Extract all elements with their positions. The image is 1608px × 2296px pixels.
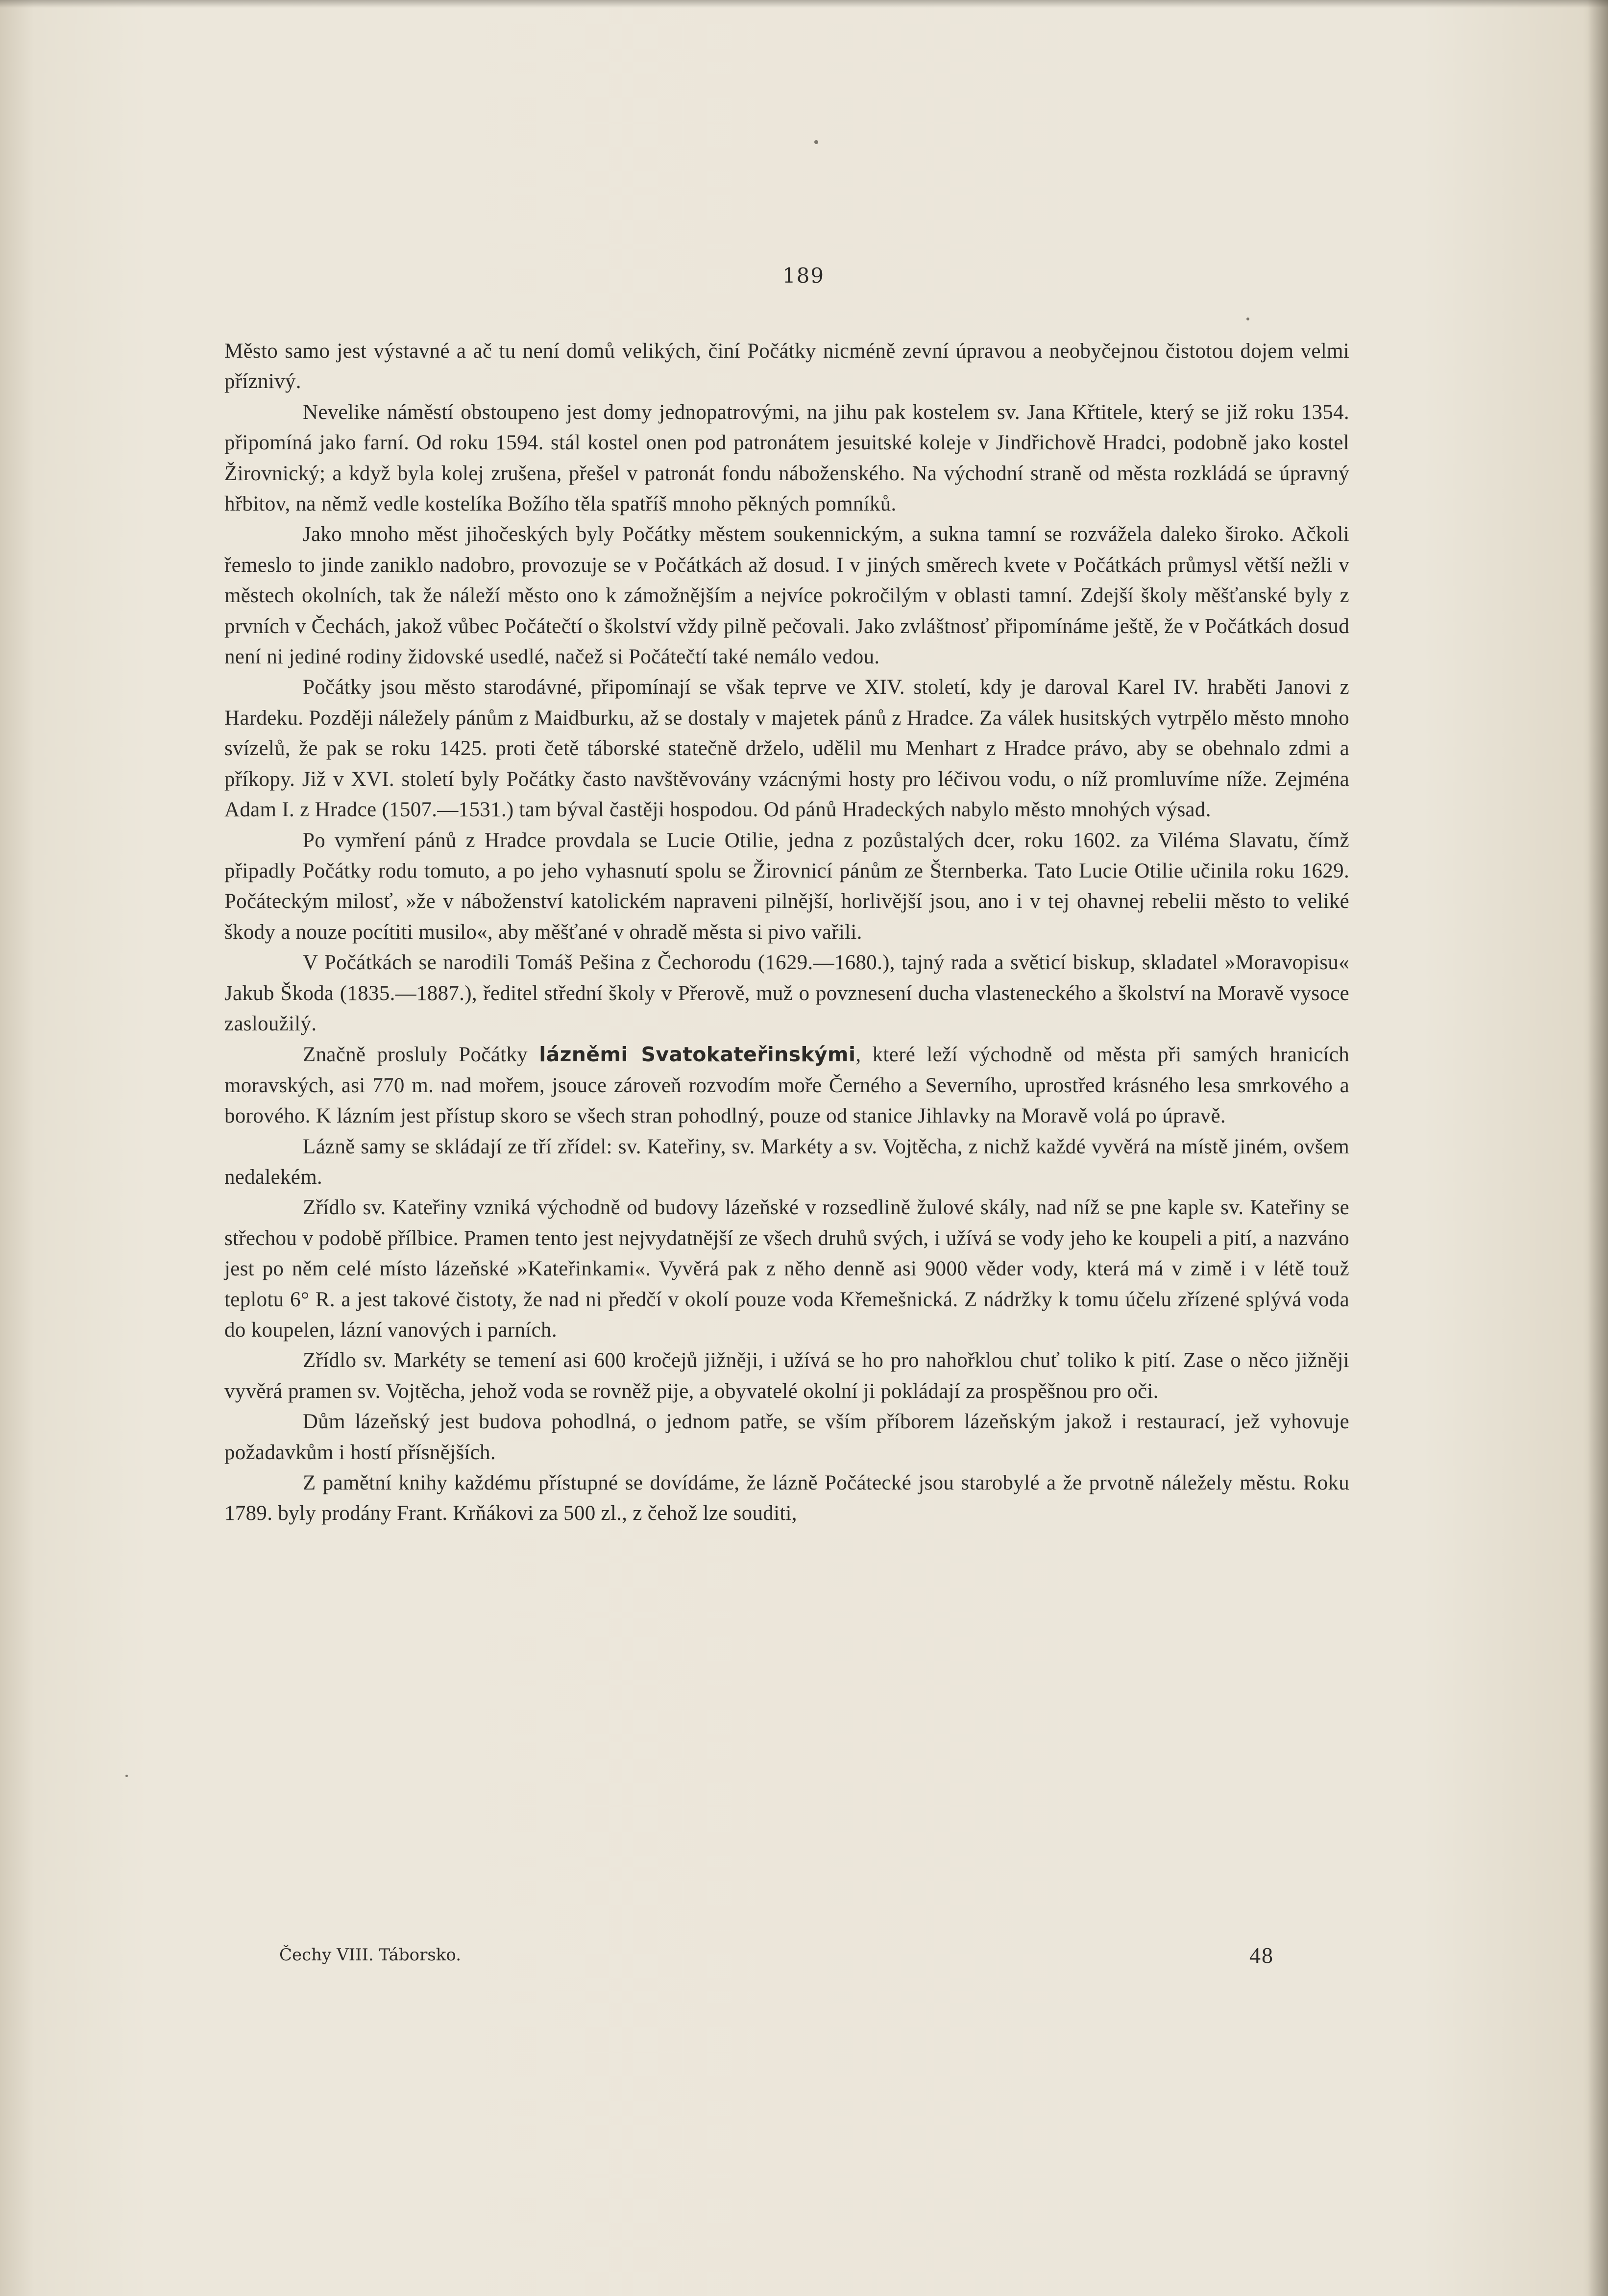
paragraph: Dům lázeňský jest budova pohodlná, o jednom patře, se vším příborem lázeňským jakož i restaurací, jež vyhovuje požadavkům i hostí přísnějších. <box>224 1410 1349 1464</box>
page-footer <box>279 1945 1274 1975</box>
spa-text-after: , které leží východně od města při samých hranicích moravských, asi 770 m. nad mořem, jsouce zároveň rozvodím moře Černého a Severního, uprostřed krásného lesa smrkového a borového. K lázním jest přístup skoro se všech stran pohodlný, pouze od stanice Jihlavky na Moravě volá po úpravě. <box>224 1043 1350 1128</box>
article-body <box>224 336 1349 1529</box>
binding-shadow <box>1587 0 1608 2296</box>
paper-speck <box>125 1775 128 1777</box>
paragraph: V Počátkách se narodili Tomáš Pešina z Čechorodu (1629.—1680.), tajný rada a světicí biskup, skladatel »Moravopisu« Jakub Škoda (1835.—1887.), ředitel střední školy v Přerově, muž o povznesení ducha vlasteneckého a školství na Moravě vysoce zasloužilý. <box>224 951 1349 1035</box>
paper-speck <box>1246 318 1249 320</box>
page-top-edge <box>0 0 1608 8</box>
paragraph: Jako mnoho měst jihočeských byly Počátky městem soukennickým, a sukna tamní se rozvážela daleko široko. Ačkoli řemeslo to jinde zaniklo nadobro, provozuje se v Počátkách až dosud. I v jiných směrech kvete v Počátkách průmysl větší nežli v městech okolních, tak že náleží město ono k zámožnějším a nejvíce pokročilým v oblasti tamní. Zdejší školy měšťanské byly z prvních v Čechách, jakož vůbec Počátečtí o školství vždy pilně pečovali. Jako zvláštnosť připomínáme ještě, že v Počátkách dosud není ni jediné rodiny židovské usedlé, načež si Počátečtí také nemálo vedou. <box>224 523 1349 669</box>
paper-speck <box>814 140 818 144</box>
signature-mark: Čechy VIII. Táborsko. <box>279 1945 462 1965</box>
sheet-number: 48 <box>1249 1943 1274 1968</box>
paragraph: Po vymření pánů z Hradce provdala se Lucie Otilie, jedna z pozůstalých dcer, roku 1602. za Viléma Slavatu, čímž připadly Počátky rodu tomuto, a po jeho vyhasnutí spolu se Žirovnicí pánům ze Šternberka. Tato Lucie Otilie učinila roku 1629. Počáteckým milosť, »že v náboženství katolickém napraveni pilnější, horlivější jsou, ano i v tej ohavnej rebelii město to veliké škody a nouze pocítiti musilo«, aby měšťané v ohradě města si pivo vařili. <box>224 829 1349 944</box>
paragraph-spa <box>224 1039 1349 1131</box>
paragraph: Nevelike náměstí obstoupeno jest domy jednopatrovými, na jihu pak kostelem sv. Jana Křtitele, který se již roku 1354. připomíná jako farní. Od roku 1594. stál kostel onen pod patronátem jesuitské koleje v Jindřichově Hradci, podobně jako kostel Žirovnický; a když byla kolej zrušena, přešel v patronát fondu náboženského. Na východní straně od města rozkládá se úpravný hřbitov, na němž vedle kostelíka Božího těla spatříš mnoho pěkných pomníků. <box>224 400 1349 516</box>
paragraph: Lázně samy se skládají ze tří zřídel: sv. Kateřiny, sv. Markéty a sv. Vojtěcha, z nichž každé vyvěrá na místě jiném, ovšem nedalekém. <box>224 1135 1349 1189</box>
paragraph: Zřídlo sv. Markéty se temení asi 600 kročejů jižněji, i užívá se ho pro nahořklou chuť toliko k pití. Zase o něco jižněji vyvěrá pramen sv. Vojtěcha, jehož voda se rovněž pije, a obyvatelé okolní ji pokládají za prospěšnou pro oči. <box>224 1349 1349 1403</box>
paragraph: Z pamětní knihy každému přístupné se dovídáme, že lázně Počátecké jsou starobylé a že prvotně náležely městu. Roku 1789. byly prodány Frant. Krňákovi za 500 zl., z čehož lze souditi, <box>224 1471 1349 1525</box>
paragraph: Město samo jest výstavné a ač tu není domů velikých, činí Počátky nicméně zevní úpravou a neobyčejnou čistotou dojem velmi příznivý. <box>224 340 1349 393</box>
paragraph: Zřídlo sv. Kateřiny vzniká východně od budovy lázeňské v rozsedlině žulové skály, nad níž se pne kaple sv. Kateřiny se střechou v podobě přílbice. Pramen tento jest nejvydatnější ze všech druhů svých, i užívá se vody jeho ke koupeli a pití, a nazváno jest po něm celé místo lázeňské »Kateřinkami«. Vyvěrá pak z něho denně asi 9000 věder vody, která má v zimě i v létě touž teplotu 6° R. a jest takové čistoty, že nad ni předčí v okolí pouze voda Křemešnická. Z nádržky k tomu účelu zřízené splývá voda do koupelen, lázní vanových i parních. <box>224 1196 1349 1342</box>
page-number: 189 <box>782 264 825 288</box>
spa-text-before: Značně prosluly Počátky <box>303 1043 539 1067</box>
paragraph: Počátky jsou město starodávné, připomínají se však teprve ve XIV. století, kdy je daroval Karel IV. hraběti Janovi z Hardeku. Později náležely pánům z Maidburku, až se dostaly v majetek pánů z Hradce. Za válek husitských vytrpělo město mnoho svízelů, že pak se roku 1425. proti četě táborské statečně drželo, udělil mu Menhart z Hradce právo, aby se obehnalo zdmi a příkopy. Již v XVI. století byly Počátky často navštěvovány vzácnými hosty pro léčivou vodu, o níž promluvíme níže. Zejména Adam I. z Hradce (1507.—1531.) tam býval častěji hospodou. Od pánů Hradeckých nabylo město mnohých výsad. <box>224 676 1349 822</box>
spa-name-bold: lázněmi Svatokateřinskými <box>539 1043 856 1067</box>
